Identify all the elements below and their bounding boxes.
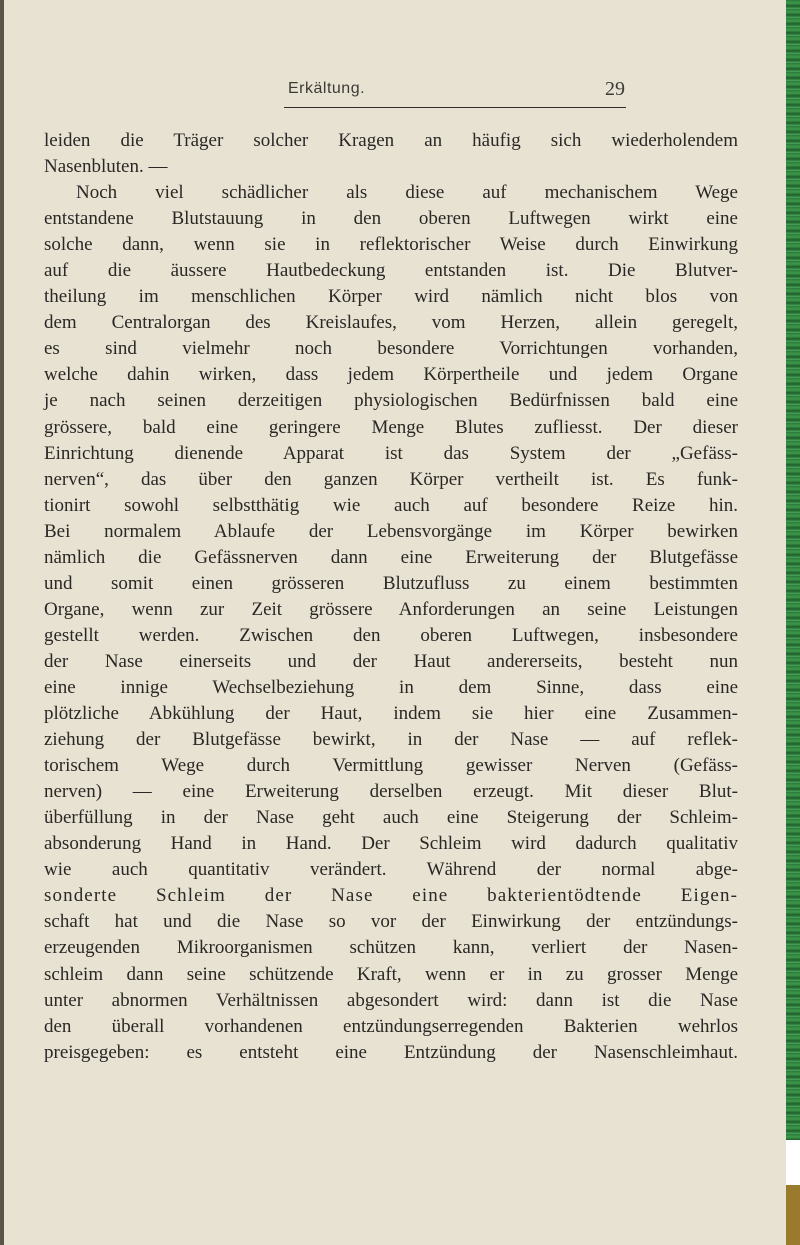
text-line: nämlich die Gefässnerven dann eine Erweiterung der Blutgefässe <box>44 546 738 568</box>
text-line: Einrichtung dienende Apparat ist das System der „Gefäss- <box>44 442 738 464</box>
text-line: Bei normalem Ablaufe der Lebensvorgänge im Körper bewirken <box>44 520 738 542</box>
page-edge-tab <box>786 0 800 1245</box>
text-line: ziehung der Blutgefässe bewirkt, in der Nase — auf reflek- <box>44 729 738 751</box>
text-line: erzeugenden Mikroorganismen schützen kann, verliert der Nasen- <box>44 937 738 959</box>
text-line: entstandene Blutstauung in den oberen Luftwegen wirkt eine <box>44 208 738 230</box>
text-line: je nach seinen derzeitigen physiologischen Bedürfnissen bald eine <box>44 390 738 412</box>
text-line: gestellt werden. Zwischen den oberen Luftwegen, insbesondere <box>44 624 738 646</box>
text-line: absonderung Hand in Hand. Der Schleim wird dadurch qualitativ <box>44 833 738 855</box>
body-text <box>44 128 738 1066</box>
text-line: torischem Wege durch Vermittlung gewisser Nerven (Gefäss- <box>44 755 738 777</box>
text-line: nerven“, das über den ganzen Körper vertheilt ist. Es funk- <box>44 468 738 490</box>
text-line: den überall vorhandenen entzündungserregenden Bakterien wehrlos <box>44 1015 738 1037</box>
text-line: theilung im menschlichen Körper wird nämlich nicht blos von <box>44 286 738 308</box>
page-gutter-shadow <box>0 0 4 1245</box>
text-line: plötzliche Abkühlung der Haut, indem sie hier eine Zusammen- <box>44 703 738 725</box>
text-line: leiden die Träger solcher Kragen an häufig sich wiederholendem <box>44 130 738 151</box>
text-line: solche dann, wenn sie in reflektorischer Weise durch Einwirkung <box>44 234 738 256</box>
text-line: Organe, wenn zur Zeit grössere Anforderungen an seine Leistungen <box>44 598 738 620</box>
text-line: auf die äussere Hautbedeckung entstanden ist. Die Blutver- <box>44 260 738 282</box>
text-line: der Nase einerseits und der Haut andererseits, besteht nun <box>44 650 738 672</box>
text-line: schleim dann seine schützende Kraft, wenn er in zu grosser Menge <box>44 963 738 985</box>
text-line: preisgegeben: es entsteht eine Entzündung der Nasenschleimhaut. <box>44 1041 738 1063</box>
running-title: Erkältung. <box>288 80 366 97</box>
text-line: Noch viel schädlicher als diese auf mechanischem Wege <box>76 182 738 204</box>
text-line: sonderte Schleim der Nase eine bakterientödtende Eigen- <box>44 885 738 907</box>
text-line: Nasenbluten. — <box>44 156 168 178</box>
page-number: 29 <box>605 78 625 100</box>
text-line: welche dahin wirken, dass jedem Körpertheile und jedem Organe <box>44 364 738 386</box>
header-rule <box>284 107 626 108</box>
text-line: tionirt sowohl selbstthätig wie auch auf besondere Reize hin. <box>44 494 738 516</box>
page-edge-marker <box>786 1185 800 1245</box>
text-line: schaft hat und die Nase so vor der Einwirkung der entzündungs- <box>44 911 738 933</box>
text-line: unter abnormen Verhältnissen abgesondert wird: dann ist die Nase <box>44 989 738 1011</box>
text-line: dem Centralorgan des Kreislaufes, vom Herzen, allein geregelt, <box>44 312 738 334</box>
text-line: wie auch quantitativ verändert. Während der normal abge- <box>44 859 738 881</box>
text-line: es sind vielmehr noch besondere Vorrichtungen vorhanden, <box>44 338 738 360</box>
page-header <box>0 80 786 106</box>
text-line: und somit einen grösseren Blutzufluss zu einem bestimmten <box>44 572 738 594</box>
text-line: nerven) — eine Erweiterung derselben erzeugt. Mit dieser Blut- <box>44 781 738 803</box>
text-line: grössere, bald eine geringere Menge Blutes zufliesst. Der dieser <box>44 416 738 438</box>
text-line: eine innige Wechselbeziehung in dem Sinne, dass eine <box>44 676 738 698</box>
text-line: überfüllung in der Nase geht auch eine Steigerung der Schleim- <box>44 807 738 829</box>
